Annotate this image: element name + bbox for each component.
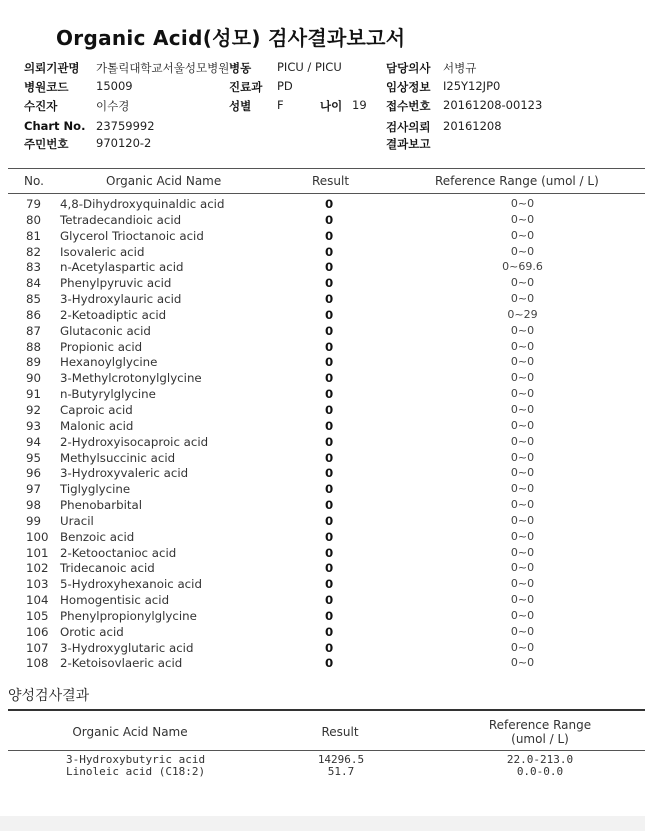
table-row	[0, 387, 645, 403]
pos-header-result: Result	[321, 725, 359, 739]
ward-label: 병동	[229, 61, 252, 75]
row-no: 98	[26, 498, 42, 513]
row-range: 0~69.6	[502, 260, 543, 274]
row-range: 0~0	[510, 402, 535, 416]
row-range: 0~0	[510, 418, 535, 432]
patient-value: 이수경	[96, 99, 130, 113]
table-row	[0, 514, 645, 530]
row-range: 0~0	[510, 561, 535, 575]
table-row	[0, 245, 645, 261]
row-range: 0~0	[510, 577, 535, 591]
row-no: 103	[26, 577, 49, 592]
table-row	[0, 530, 645, 546]
row-range: 0~0	[510, 292, 535, 306]
chart-value: 23759992	[96, 119, 155, 133]
row-range: 0~0	[510, 529, 535, 543]
row-name: 2-Hydroxyisocaproic acid	[60, 434, 209, 449]
row-range: 0~0	[510, 640, 535, 654]
row-range: 0~0	[510, 244, 535, 258]
row-no: 100	[26, 529, 49, 544]
row-range: 0~0	[510, 323, 535, 337]
row-no: 79	[26, 197, 42, 211]
row-result: 0	[325, 323, 334, 338]
row-result: 0	[325, 355, 334, 370]
row-range: 0~0	[510, 387, 535, 401]
row-result: 0	[325, 418, 334, 433]
table-row	[0, 498, 645, 514]
row-range: 0~0	[510, 656, 535, 670]
row-range: 0~0	[510, 608, 535, 622]
header-bottom-rule	[8, 193, 645, 194]
pos-header-name: Organic Acid Name	[72, 725, 188, 739]
table-row	[0, 324, 645, 340]
code-value: 15009	[96, 79, 133, 93]
row-range: 0~0	[510, 434, 535, 448]
row-result: 0	[325, 561, 334, 576]
table-row	[0, 466, 645, 482]
header-name: Organic Acid Name	[106, 174, 222, 188]
row-range: 0~29	[507, 307, 538, 321]
row-range: 0~0	[510, 197, 535, 210]
row-name: Benzoic acid	[60, 529, 135, 544]
table-row	[0, 561, 645, 577]
table-row	[0, 197, 645, 213]
id-label: 주민번호	[24, 137, 69, 151]
row-name: Isovaleric acid	[60, 244, 145, 259]
row-result: 0	[325, 482, 334, 497]
row-no: 82	[26, 244, 42, 259]
table-row	[0, 656, 645, 672]
table-row	[0, 577, 645, 593]
row-no: 92	[26, 402, 42, 417]
row-no: 97	[26, 482, 42, 497]
pos-header-range-line1: Reference Range	[488, 718, 592, 732]
row-name: Glycerol Trioctanoic acid	[60, 228, 204, 243]
row-result: 0	[325, 260, 334, 275]
row-result: 0	[325, 292, 334, 307]
row-result: 0	[325, 307, 334, 322]
row-name: Hexanoylglycine	[60, 355, 158, 370]
table-row	[0, 641, 645, 657]
dept-value: PD	[277, 79, 293, 93]
table-row	[0, 308, 645, 324]
pos-row-name: Linoleic acid (C18:2)	[66, 765, 206, 778]
row-name: 5-Hydroxyhexanoic acid	[60, 577, 202, 592]
pos-row-result: 51.7	[327, 765, 355, 778]
table-row	[0, 371, 645, 387]
row-name: 3-Hydroxyvaleric acid	[60, 466, 189, 481]
row-no: 84	[26, 276, 42, 291]
row-name: Methylsuccinic acid	[60, 450, 176, 465]
row-result: 0	[325, 212, 334, 227]
table-row	[0, 213, 645, 229]
row-no: 99	[26, 513, 42, 528]
age-label: 나이	[320, 99, 343, 113]
row-range: 0~0	[510, 482, 535, 496]
row-no: 90	[26, 371, 42, 386]
header-result: Result	[312, 174, 350, 188]
row-range: 0~0	[510, 228, 535, 242]
row-no: 107	[26, 640, 49, 655]
positive-section-title: 양성검사결과	[8, 688, 90, 704]
hospital-label: 의뢰기관명	[24, 61, 80, 75]
receipt-value: 20161208-00123	[443, 98, 543, 112]
patient-label: 수진자	[24, 99, 58, 113]
row-no: 80	[26, 212, 42, 227]
row-result: 0	[325, 276, 334, 291]
row-range: 0~0	[510, 371, 535, 385]
row-result: 0	[325, 466, 334, 481]
row-name: 2-Ketooctanioc acid	[60, 545, 177, 560]
row-no: 91	[26, 387, 42, 402]
pos-row-name: 3-Hydroxybutyric acid	[66, 753, 206, 766]
row-range: 0~0	[510, 450, 535, 464]
row-result: 0	[325, 244, 334, 259]
row-result: 0	[325, 529, 334, 544]
row-no: 106	[26, 624, 49, 639]
clinical-value: I25Y12JP0	[443, 79, 501, 93]
row-result: 0	[325, 624, 334, 639]
row-name: Caproic acid	[60, 402, 133, 417]
sex-label: 성별	[229, 99, 252, 113]
row-result: 0	[325, 593, 334, 608]
row-no: 81	[26, 228, 42, 243]
row-range: 0~0	[510, 355, 535, 369]
row-result: 0	[325, 640, 334, 655]
table-row	[0, 229, 645, 245]
request-label: 검사의뢰	[386, 120, 431, 134]
row-no: 104	[26, 593, 49, 608]
table-row	[0, 340, 645, 356]
row-range: 0~0	[510, 498, 535, 512]
table-row	[0, 546, 645, 562]
ward-value: PICU / PICU	[277, 60, 342, 74]
pos-row-range: 0.0-0.0	[516, 765, 564, 778]
row-result: 0	[325, 228, 334, 243]
row-range: 0~0	[510, 212, 535, 226]
positive-top-rule	[8, 709, 645, 711]
row-name: 2-Ketoadiptic acid	[60, 307, 167, 322]
row-no: 94	[26, 434, 42, 449]
results-table-body	[0, 197, 645, 672]
row-result: 0	[325, 371, 334, 386]
row-no: 85	[26, 292, 42, 307]
row-name: 2-Ketoisovlaeric acid	[60, 656, 183, 671]
row-no: 87	[26, 323, 42, 338]
id-value: 970120-2	[96, 136, 152, 150]
row-name: 3-Methylcrotonylglycine	[60, 371, 202, 386]
doctor-value: 서병규	[443, 61, 477, 75]
row-name: Propionic acid	[60, 339, 143, 354]
row-name: 3-Hydroxyglutaric acid	[60, 640, 194, 655]
row-name: n-Butyrylglycine	[60, 387, 156, 402]
hospital-value: 가톨릭대학교서울성모병원	[96, 61, 230, 75]
row-range: 0~0	[510, 545, 535, 559]
row-range: 0~0	[510, 513, 535, 527]
row-range: 0~0	[510, 276, 535, 290]
row-name: Tiglyglycine	[60, 482, 131, 497]
row-no: 96	[26, 466, 42, 481]
row-no: 105	[26, 608, 49, 623]
sex-value: F	[277, 98, 284, 112]
row-no: 88	[26, 339, 42, 354]
row-range: 0~0	[510, 339, 535, 353]
receipt-label: 접수번호	[386, 99, 431, 113]
row-range: 0~0	[510, 624, 535, 638]
row-name: Phenobarbital	[60, 498, 143, 513]
clinical-label: 임상정보	[386, 80, 431, 94]
row-no: 102	[26, 561, 49, 576]
row-name: Orotic acid	[60, 624, 124, 639]
row-name: Phenylpropionylglycine	[60, 608, 197, 623]
page-bottom-band	[0, 816, 645, 831]
dept-label: 진료과	[229, 80, 263, 94]
result-report-label: 결과보고	[386, 137, 431, 151]
row-result: 0	[325, 656, 334, 671]
row-result: 0	[325, 513, 334, 528]
table-row	[0, 260, 645, 276]
row-result: 0	[325, 387, 334, 402]
row-name: Tetradecandioic acid	[60, 212, 182, 227]
pos-row-result: 14296.5	[317, 753, 365, 766]
doctor-label: 담당의사	[386, 61, 431, 75]
table-row	[0, 625, 645, 641]
header-range: Reference Range (umol / L)	[435, 174, 599, 188]
table-row	[0, 435, 645, 451]
row-name: Phenylpyruvic acid	[60, 276, 172, 291]
table-row	[0, 292, 645, 308]
pos-row-range: 22.0-213.0	[506, 753, 574, 766]
positive-header-rule	[8, 750, 645, 751]
pos-header-range-line2: (umol / L)	[511, 732, 569, 746]
row-result: 0	[325, 402, 334, 417]
table-row	[0, 355, 645, 371]
row-no: 108	[26, 656, 49, 671]
row-name: Tridecanoic acid	[60, 561, 155, 576]
table-row	[0, 403, 645, 419]
row-name: Malonic acid	[60, 418, 134, 433]
row-name: 4,8-Dihydroxyquinaldic acid	[60, 197, 225, 211]
row-range: 0~0	[510, 593, 535, 607]
row-no: 89	[26, 355, 42, 370]
table-row	[0, 609, 645, 625]
row-name: Glutaconic acid	[60, 323, 151, 338]
row-no: 101	[26, 545, 49, 560]
report-title: Organic Acid(성모) 검사결과보고서	[56, 26, 406, 50]
row-result: 0	[325, 545, 334, 560]
row-result: 0	[325, 577, 334, 592]
table-row	[0, 419, 645, 435]
row-result: 0	[325, 434, 334, 449]
row-result: 0	[325, 339, 334, 354]
chart-label: Chart No.	[24, 119, 86, 133]
row-result: 0	[325, 608, 334, 623]
age-value: 19	[352, 98, 367, 112]
row-name: Homogentisic acid	[60, 593, 170, 608]
row-result: 0	[325, 498, 334, 513]
row-no: 86	[26, 307, 42, 322]
row-result: 0	[325, 197, 334, 211]
row-range: 0~0	[510, 466, 535, 480]
row-name: n-Acetylaspartic acid	[60, 260, 184, 275]
row-no: 95	[26, 450, 42, 465]
row-no: 93	[26, 418, 42, 433]
code-label: 병원코드	[24, 80, 69, 94]
request-value: 20161208	[443, 119, 502, 133]
table-row	[0, 593, 645, 609]
table-row	[0, 276, 645, 292]
table-row	[0, 482, 645, 498]
header-no: No.	[24, 174, 44, 188]
row-name: Uracil	[60, 513, 94, 528]
row-result: 0	[325, 450, 334, 465]
row-name: 3-Hydroxylauric acid	[60, 292, 182, 307]
table-row	[0, 451, 645, 467]
table-top-rule	[8, 168, 645, 169]
row-no: 83	[26, 260, 42, 275]
